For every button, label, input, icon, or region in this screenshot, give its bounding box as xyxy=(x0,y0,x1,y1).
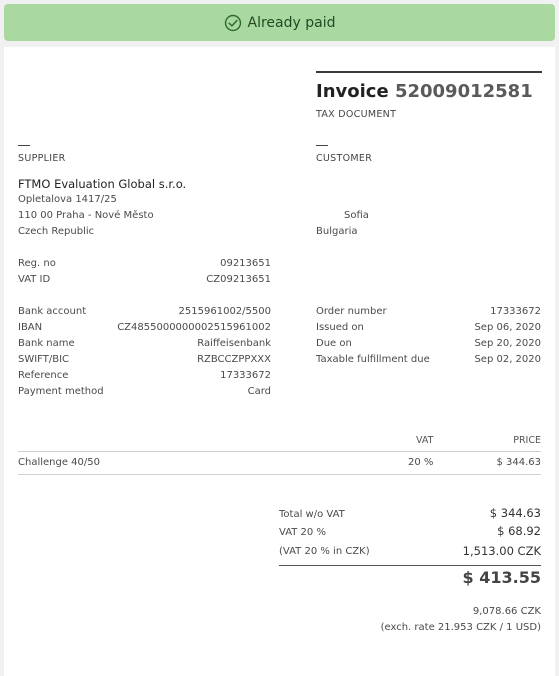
exchange-rate: (exch. rate 21.953 CZK / 1 USD) xyxy=(380,622,541,633)
order-number-value: 17333672 xyxy=(490,306,541,317)
col-header-vat: VAT xyxy=(416,435,434,446)
total-wo-vat-label: Total w/o VAT xyxy=(279,509,345,520)
vat-czk-label: (VAT 20 % in CZK) xyxy=(279,546,370,557)
swift-value: RZBCCZPPXXX xyxy=(197,354,271,365)
payment-method-value: Card xyxy=(247,386,271,397)
document-type: TAX DOCUMENT xyxy=(316,109,397,120)
check-circle-icon xyxy=(224,14,242,32)
reference-label: Reference xyxy=(18,370,69,381)
invoice-document xyxy=(4,47,555,676)
grand-total: $ 413.55 xyxy=(462,568,541,587)
customer-dash xyxy=(316,145,328,146)
paid-status-text: Already paid xyxy=(247,14,336,31)
czk-total: 9,078.66 CZK xyxy=(472,606,541,617)
title-rule xyxy=(316,71,542,73)
taxable-due-value: Sep 02, 2020 xyxy=(474,354,541,365)
customer-country: Bulgaria xyxy=(316,226,358,237)
reg-no-label: Reg. no xyxy=(18,258,56,269)
supplier-country: Czech Republic xyxy=(18,226,95,237)
paid-status-banner xyxy=(4,4,555,41)
payment-method-label: Payment method xyxy=(18,386,104,397)
total-wo-vat-value: $ 344.63 xyxy=(489,506,541,520)
vat-label: VAT 20 % xyxy=(279,527,326,538)
supplier-name: FTMO Evaluation Global s.r.o. xyxy=(18,177,187,191)
iban-label: IBAN xyxy=(18,322,43,333)
reference-value: 17333672 xyxy=(220,370,271,381)
swift-label: SWIFT/BIC xyxy=(18,354,70,365)
vat-czk-value: 1,513.00 CZK xyxy=(462,544,541,558)
item-vat: 20 % xyxy=(408,457,434,468)
order-number-label: Order number xyxy=(316,306,387,317)
due-on-label: Due on xyxy=(316,338,352,349)
invoice-number: 52009012581 xyxy=(394,81,533,102)
iban-value: CZ4855000000002515961002 xyxy=(117,322,271,333)
taxable-due-label: Taxable fulfillment due xyxy=(316,354,430,365)
table-row-rule xyxy=(18,474,541,475)
customer-heading: CUSTOMER xyxy=(316,153,373,164)
due-on-value: Sep 20, 2020 xyxy=(474,338,541,349)
bank-account-value: 2515961002/5500 xyxy=(178,306,271,317)
bank-name-label: Bank name xyxy=(18,338,75,349)
bank-name-value: Raiffeisenbank xyxy=(197,338,271,349)
vat-id-value: CZ09213651 xyxy=(206,274,271,285)
bank-account-label: Bank account xyxy=(18,306,87,317)
supplier-heading: SUPPLIER xyxy=(18,153,66,164)
vat-value: $ 68.92 xyxy=(497,524,541,538)
vat-id-label: VAT ID xyxy=(18,274,51,285)
supplier-dash xyxy=(18,145,30,146)
item-price: $ 344.63 xyxy=(496,457,541,468)
invoice-label: Invoice xyxy=(316,81,389,102)
item-name: Challenge 40/50 xyxy=(18,457,100,468)
issued-on-value: Sep 06, 2020 xyxy=(474,322,541,333)
invoice-title xyxy=(316,81,533,102)
supplier-city: 110 00 Praha - Nové Město xyxy=(18,210,154,221)
customer-city: Sofia xyxy=(344,210,369,221)
totals-rule xyxy=(279,565,541,566)
table-header-rule xyxy=(18,451,541,452)
reg-no-value: 09213651 xyxy=(220,258,271,269)
issued-on-label: Issued on xyxy=(316,322,364,333)
supplier-street: Opletalova 1417/25 xyxy=(18,194,117,205)
col-header-price: PRICE xyxy=(513,435,541,446)
